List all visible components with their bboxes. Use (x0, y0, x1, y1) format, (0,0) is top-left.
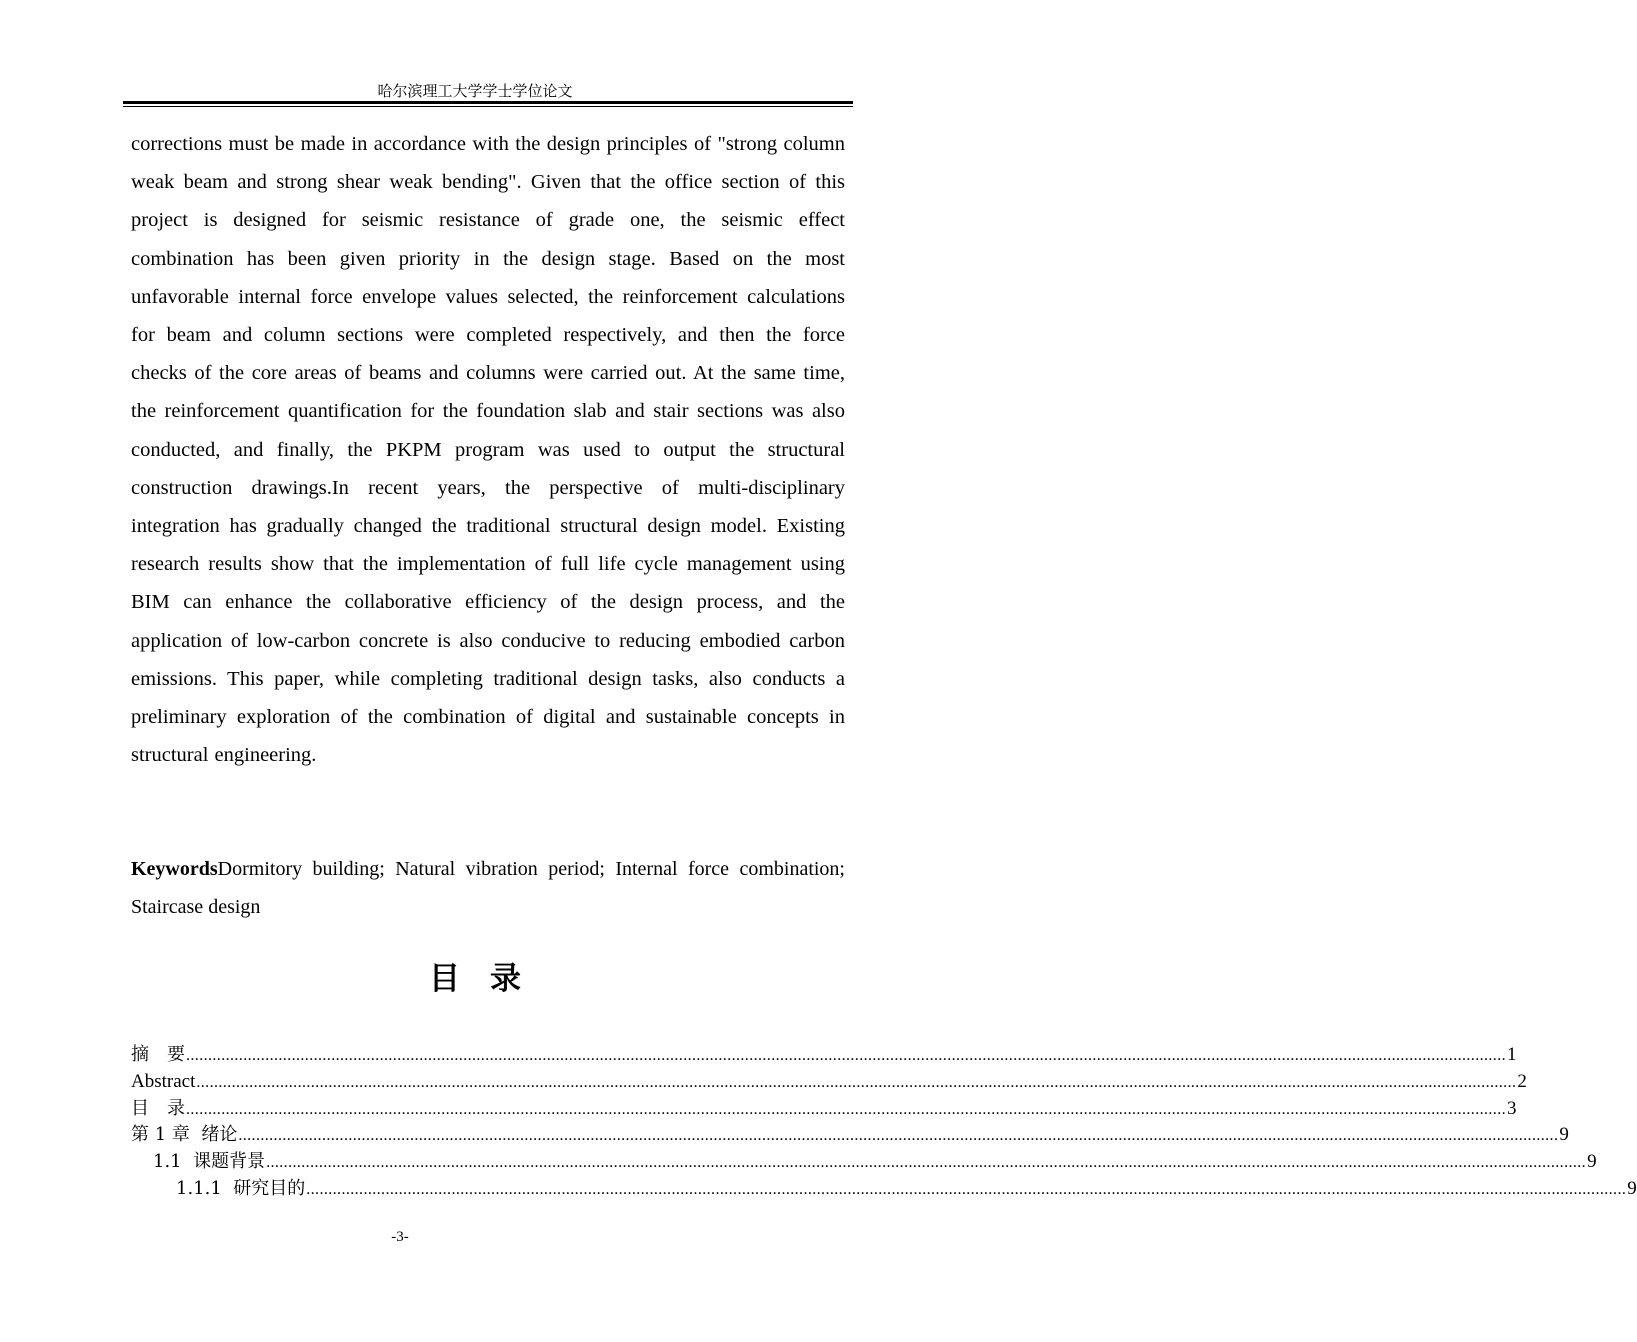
toc-leader-dots: ............................................................................................................................................................................................................................................................................................................ (196, 1073, 1517, 1091)
running-header: 哈尔滨理工大学学士学位论文 (377, 82, 573, 100)
toc-leader-dots: ............................................................................................................................................................................................................................................................................................................ (266, 1154, 1587, 1172)
toc-entry[interactable] (131, 1096, 1517, 1123)
toc-entry-text: 目 录 (131, 1097, 185, 1119)
page-number: -3- (391, 1229, 409, 1245)
toc-entry-text: 1.1.1 研究目的 (176, 1177, 306, 1199)
keywords-text: Dormitory building; Natural vibration period; Internal force combination; Staircase design (131, 858, 845, 919)
toc-title: 目录 (429, 961, 551, 997)
toc-entry-page: 1 (1507, 1044, 1517, 1065)
toc-entry-page: 3 (1507, 1097, 1517, 1119)
toc-entry-text: 第 1 章 绪论 (131, 1124, 238, 1146)
table-of-contents (131, 1042, 1637, 1203)
toc-entry-page: 9 (1627, 1177, 1637, 1199)
toc-entry-page: 9 (1587, 1151, 1597, 1173)
toc-leader-dots: ............................................................................................................................................................................................................................................................................................................ (306, 1180, 1627, 1198)
keywords-label: Keywords (131, 858, 218, 880)
toc-leader-dots: ............................................................................................................................................................................................................................................................................................................ (186, 1047, 1506, 1064)
toc-entry[interactable] (131, 1176, 1637, 1203)
header-rule-thin (123, 106, 853, 107)
toc-leader-dots: ............................................................................................................................................................................................................................................................................................................ (186, 1100, 1506, 1118)
toc-entry-page: 9 (1559, 1124, 1569, 1146)
toc-leader-dots: ............................................................................................................................................................................................................................................................................................................ (238, 1127, 1559, 1145)
toc-entry-text: Abstract (131, 1070, 196, 1092)
toc-entry[interactable] (131, 1042, 1517, 1069)
toc-entry-page: 2 (1517, 1070, 1527, 1092)
header-rule-thick (123, 101, 853, 104)
toc-entry[interactable] (131, 1069, 1527, 1096)
toc-entry-text: 1.1 课题背景 (153, 1151, 266, 1173)
toc-entry-text: 摘 要 (131, 1044, 185, 1065)
keywords-line (131, 850, 845, 926)
toc-entry[interactable] (131, 1149, 1597, 1176)
toc-entry[interactable] (131, 1122, 1569, 1149)
abstract-paragraph: corrections must be made in accordance with the design principles of "strong column weak beam and strong shear weak bending". Given that the office section of this project is designed for seismic resistance of grade one, the seismic effect combination has been given priority in the design stage. Based on the most unfavorable internal force envelope values selected, the reinforcement calculations for beam and column sections were completed respectively, and then the force checks of the core areas of beams and columns were carried out. At the same time, the reinforcement quantification for the foundation slab and stair sections was also conducted, and finally, the PKPM program was used to output the structural construction drawings.In recent years, the perspective of multi-disciplinary integration has gradually changed the traditional structural design model. Existing research results show that the implementation of full life cycle management using BIM can enhance the collaborative efficiency of the design process, and the application of low-carbon concrete is also conducive to reducing embodied carbon emissions. This paper, while completing traditional design tasks, also conducts a preliminary exploration of the combination of digital and sustainable concepts in structural engineering. (131, 133, 845, 767)
